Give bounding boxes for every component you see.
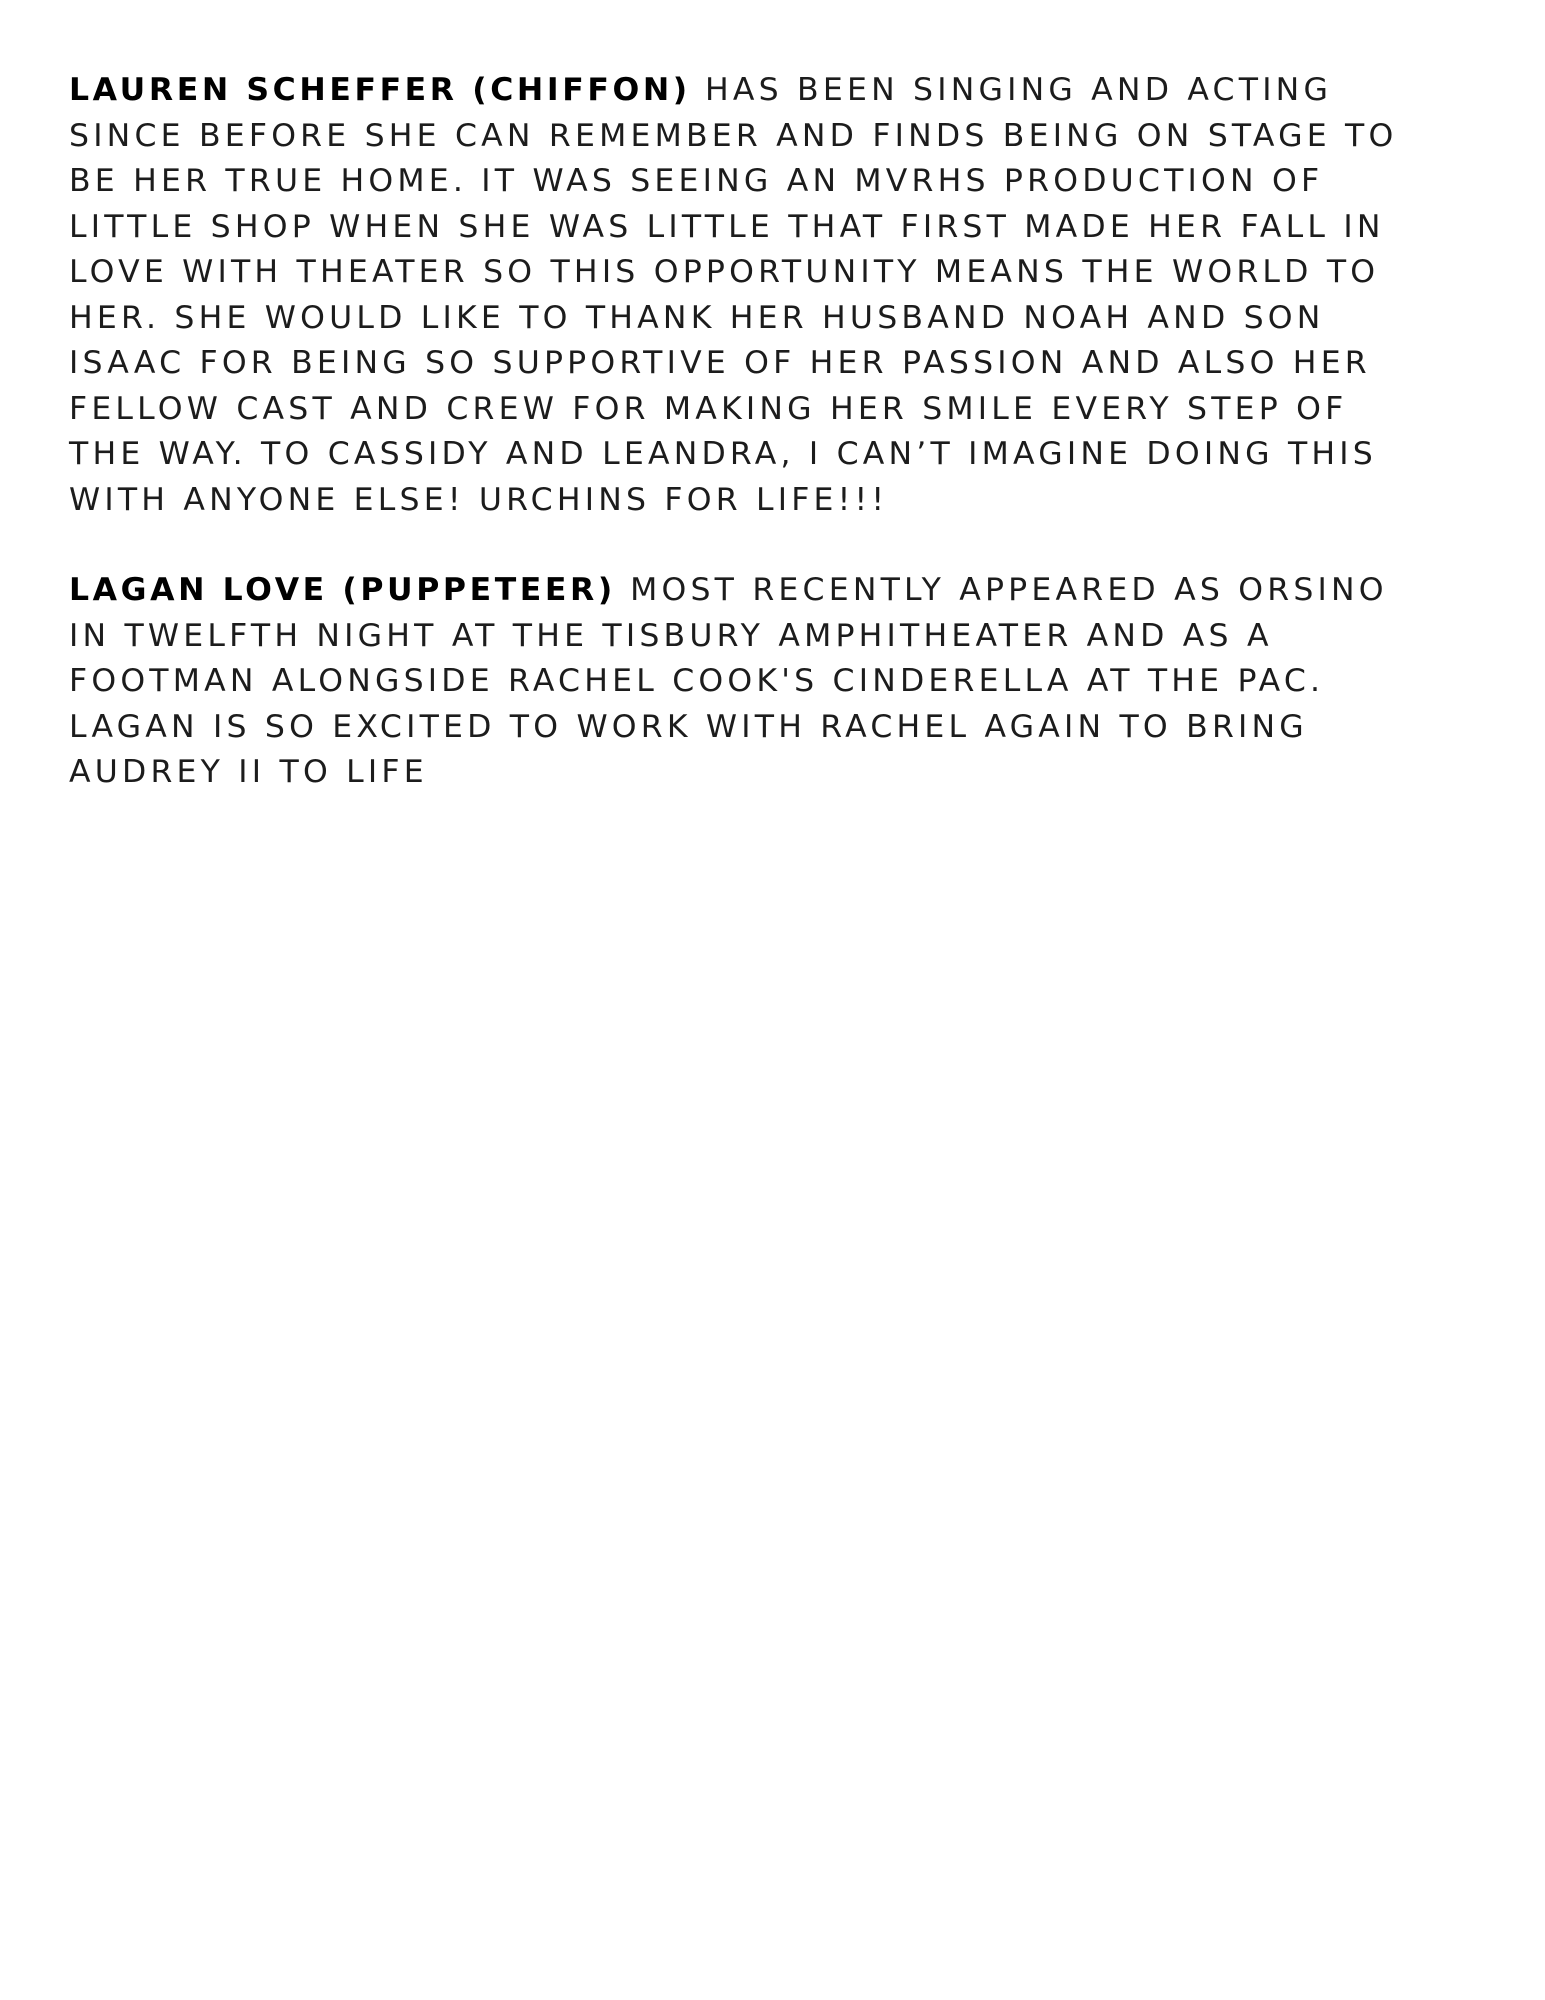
bio-line: AUDREY II TO LIFE <box>69 754 428 790</box>
bio-line <box>69 68 1489 114</box>
bio-lauren-scheffer <box>69 68 1489 523</box>
bio-line: HER. SHE WOULD LIKE TO THANK HER HUSBAND NOAH AND SON <box>69 299 1325 336</box>
bio-line: BE HER TRUE HOME. IT WAS SEEING AN MVRHS PRODUCTION OF <box>69 163 1324 199</box>
bio-lagan-love <box>69 568 1489 796</box>
bio-name: LAUREN SCHEFFER (CHIFFON) <box>69 72 691 108</box>
bio-text: MOST RECENTLY APPEARED AS ORSINO <box>630 572 1388 608</box>
bio-line: ISAAC FOR BEING SO SUPPORTIVE OF HER PASSION AND ALSO HER <box>69 345 1371 381</box>
bio-line: LAGAN IS SO EXCITED TO WORK WITH RACHEL AGAIN TO BRING <box>69 708 1308 745</box>
bio-line: WITH ANYONE ELSE! URCHINS FOR LIFE!!! <box>69 481 889 518</box>
bio-line: LITTLE SHOP WHEN SHE WAS LITTLE THAT FIRST MADE HER FALL IN <box>69 208 1385 245</box>
bio-text: HAS BEEN SINGING AND ACTING <box>705 72 1333 108</box>
bio-line: IN TWELFTH NIGHT AT THE TISBURY AMPHITHEATER AND AS A <box>69 617 1273 654</box>
bio-name: LAGAN LOVE (PUPPETEER) <box>69 572 616 608</box>
bio-line: LOVE WITH THEATER SO THIS OPPORTUNITY MEANS THE WORLD TO <box>69 254 1380 290</box>
bio-line: FOOTMAN ALONGSIDE RACHEL COOK'S CINDERELLA AT THE PAC. <box>69 663 1325 699</box>
bio-line: FELLOW CAST AND CREW FOR MAKING HER SMILE EVERY STEP OF <box>69 390 1348 427</box>
bio-line: THE WAY. TO CASSIDY AND LEANDRA, I CAN’T IMAGINE DOING THIS <box>69 436 1377 472</box>
bio-line: SINCE BEFORE SHE CAN REMEMBER AND FINDS BEING ON STAGE TO <box>69 117 1398 154</box>
bio-line <box>69 568 1489 614</box>
